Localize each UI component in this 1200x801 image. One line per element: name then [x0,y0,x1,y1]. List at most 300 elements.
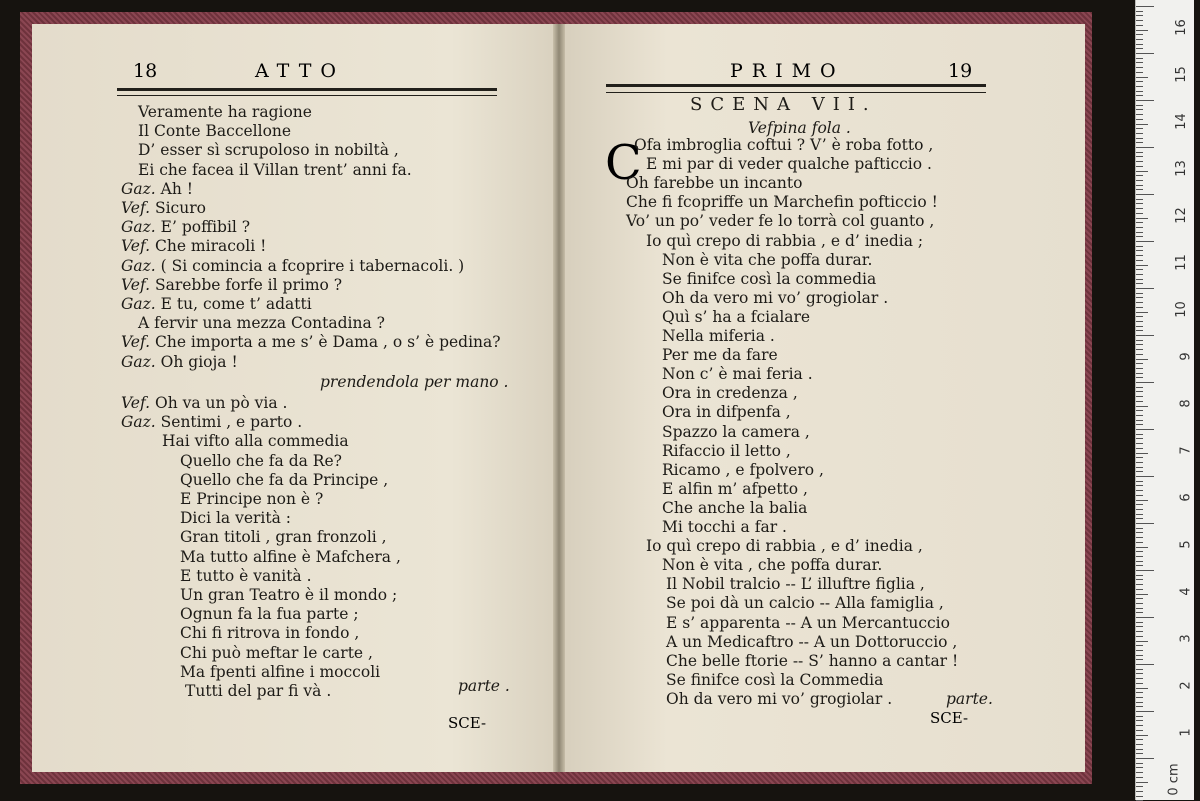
left-verse-line [121,276,342,294]
ruler-label: 7 [1178,446,1194,455]
ruler-tick [1136,669,1143,670]
ruler-tick [1136,53,1154,54]
ruler-tick [1136,382,1154,383]
ruler-tick [1136,767,1143,768]
speaker-label: Vef. [121,237,155,256]
ruler-tick [1136,109,1143,110]
left-exit-direction: parte . [458,677,510,695]
ruler-tick [1136,359,1148,360]
left-verse-line [180,644,373,662]
ruler-tick [1136,739,1143,740]
ruler-tick [1136,203,1143,204]
right-verse-line: Ofa imbroglia coftui ? V’ è roba fotto , [634,136,934,154]
ruler-tick [1136,119,1143,120]
ruler-tick [1136,570,1154,571]
ruler-tick [1136,758,1154,759]
left-verse-line [180,605,359,623]
ruler-label: 2 [1178,681,1194,690]
right-header-rule [606,84,986,87]
ruler-tick [1136,222,1143,223]
ruler-tick [1136,603,1143,604]
ruler-tick [1136,283,1143,284]
verse-text: Gran titoli , gran fronzoli , [180,528,387,547]
verse-text: E Principe non è ? [180,490,324,508]
verse-text: Che importa a me s’ è Dama , o s’ è pedina? [154,333,501,352]
ruler-label: 4 [1178,587,1194,596]
left-page-number: 18 [133,60,158,82]
ruler-tick [1136,128,1143,129]
ruler-tick [1136,481,1143,482]
ruler-label: 1 [1178,728,1194,737]
ruler-tick [1136,218,1148,219]
ruler-tick [1136,189,1143,190]
ruler-tick [1136,523,1154,524]
ruler-tick [1136,537,1143,538]
ruler-tick [1136,161,1143,162]
verse-text: Ei che facea il Villan trent’ anni fa. [138,160,412,179]
verse-text: Sicuro [154,199,206,217]
ruler-tick [1136,626,1143,627]
ruler-tick [1136,443,1143,444]
ruler-tick [1136,297,1143,298]
right-verse-line: Non c’ è mai feria . [662,365,813,384]
ruler-tick [1136,796,1143,797]
ruler-tick [1136,744,1143,745]
ruler-label: 8 [1178,399,1194,408]
speaker-label: Vef. [121,333,155,352]
ruler-tick [1136,171,1148,172]
verse-text: Ah ! [160,179,193,198]
ruler-tick [1136,528,1143,529]
ruler-tick [1136,175,1143,176]
left-verse-line [138,103,312,121]
right-verse-line: E s’ apparenta -- A un Mercantuccio [666,613,950,632]
ruler-tick [1136,48,1143,49]
right-verse-line: Vo’ un po’ veder fe lo torrà col guanto , [626,212,935,231]
right-verse-line: Ora in credenza , [662,384,798,403]
ruler-tick [1136,44,1143,45]
verse-text: ( Si comincia a fcoprire i tabernacoli. ) [160,256,465,275]
ruler-tick [1136,279,1143,280]
ruler-tick [1136,354,1143,355]
ruler-tick [1136,30,1148,31]
ruler-tick [1136,307,1143,308]
ruler-tick [1136,396,1143,397]
ruler-tick [1136,232,1143,233]
ruler-tick [1136,269,1143,270]
ruler-tick [1136,495,1143,496]
ruler-tick [1136,556,1143,557]
ruler-label: 5 [1178,540,1194,549]
left-verse-line [121,237,266,255]
ruler-tick [1136,20,1143,21]
ruler-tick [1136,34,1143,35]
ruler-tick [1136,453,1148,454]
right-verse-line: Mi tocchi a far . [662,518,787,536]
ruler-tick [1136,260,1143,261]
right-verse-line: Nella miferia . [662,327,775,345]
speaker-label: Vef. [121,199,155,217]
right-verse-line: Se finifce così la Commedia [666,670,884,689]
ruler-tick [1136,749,1143,750]
scene-subtitle: Vefpina fola . [748,119,851,137]
right-header-rule-thin [606,92,986,93]
right-verse-line: Oh da vero mi vo’ grogiolar . [662,288,889,307]
ruler-tick [1136,490,1143,491]
ruler-tick [1136,265,1148,266]
ruler-tick [1136,500,1148,501]
ruler-tick [1136,688,1148,689]
left-verse-line [180,490,323,508]
ruler-tick [1136,86,1143,87]
drop-cap: C [605,135,642,191]
ruler-tick [1136,274,1143,275]
ruler-tick [1136,133,1143,134]
ruler-tick [1136,575,1143,576]
speaker-label: Gaz. [121,218,161,237]
ruler-tick [1136,561,1143,562]
left-verse-line [180,624,359,642]
verse-text: Ognun fa la fua parte ; [180,605,359,624]
right-verse-line: Non è vita , che poffa durar. [662,556,883,575]
speaker-label: Gaz. [121,179,161,198]
ruler-tick [1136,340,1143,341]
verse-text: Chi può meftar le carte , [180,643,373,662]
ruler-tick [1136,302,1143,303]
verse-text: Quello che fa da Principe , [180,470,389,489]
ruler-label: 16 [1174,19,1190,36]
right-verse-line: A un Medicaftro -- A un Dottoruccio , [666,632,958,651]
ruler-label: 14 [1174,113,1190,130]
ruler-tick [1136,589,1143,590]
ruler-tick [1136,373,1143,374]
ruler-tick [1136,725,1143,726]
ruler-tick [1136,683,1143,684]
verse-text: E tutto è vanità . [180,566,312,585]
ruler-tick [1136,72,1143,73]
left-header-rule [117,88,497,91]
ruler-label: 3 [1178,634,1194,643]
ruler-tick [1136,702,1143,703]
ruler-tick [1136,598,1143,599]
ruler-tick [1136,594,1148,595]
ruler-tick [1136,542,1143,543]
ruler-tick [1136,415,1143,416]
verse-text: Quello che fa da Re? [180,451,342,470]
ruler-tick [1136,344,1143,345]
ruler-tick [1136,471,1143,472]
ruler-tick [1136,138,1143,139]
ruler-tick [1136,584,1143,585]
ruler-tick [1136,180,1143,181]
verse-text: Dici la verità : [180,509,291,528]
ruler-tick [1136,777,1143,778]
ruler-tick [1136,77,1148,78]
ruler-tick [1136,194,1154,195]
ruler-tick [1136,377,1143,378]
verse-text: E’ poffibil ? [160,218,251,237]
ruler-tick [1136,241,1154,242]
ruler-tick [1136,185,1143,186]
verse-text: Ma tutto alfine è Mafchera , [180,547,401,566]
ruler-tick [1136,678,1143,679]
right-page-number: 19 [948,60,973,82]
ruler-tick [1136,791,1143,792]
ruler-tick [1136,650,1143,651]
verse-text: Sarebbe forfe il primo ? [154,275,343,294]
ruler-tick [1136,288,1154,289]
ruler-tick [1136,156,1143,157]
right-verse-line: Per me da fare [662,346,778,365]
ruler-tick [1136,720,1143,721]
ruler-tick [1136,312,1148,313]
right-verse-line: Oh da vero mi vo’ grogiolar . [666,689,893,708]
left-catchword: SCE- [448,714,487,732]
ruler-tick [1136,579,1143,580]
right-verse-line: Non è vita che poffa durar. [662,250,873,269]
ruler-tick [1136,612,1143,613]
left-verse-line [121,218,250,236]
verse-text: Chi fi ritrova in fondo , [180,624,360,643]
ruler-tick [1136,227,1143,228]
ruler-tick [1136,81,1143,82]
left-verse-line [180,586,397,604]
ruler-tick [1136,664,1154,665]
ruler-label: 6 [1178,493,1194,502]
right-verse-line: Quì s’ ha a fcialare [662,307,811,326]
ruler-tick [1136,631,1143,632]
ruler-tick [1136,363,1143,364]
ruler-tick [1136,142,1143,143]
ruler-tick [1136,147,1154,148]
verse-text: A fervir una mezza Contadina ? [138,314,385,333]
right-verse-line: Se poi dà un calcio -- Alla famiglia , [666,594,944,613]
left-verse-line [180,548,401,566]
ruler-tick [1136,438,1143,439]
verse-text: Oh va un pò via . [154,394,288,412]
measuring-ruler [1135,0,1194,800]
ruler-tick [1136,730,1143,731]
ruler-tick [1136,636,1143,637]
ruler-tick [1136,608,1143,609]
left-verse-line [121,199,206,217]
ruler-tick [1136,62,1143,63]
verse-text: Un gran Teatro è il mondo ; [180,586,398,604]
ruler-tick [1136,782,1148,783]
ruler-tick [1136,67,1143,68]
scene-title: SCENA VII. [690,94,877,115]
ruler-tick [1136,457,1143,458]
ruler-tick [1136,316,1143,317]
verse-text: E tu, come t’ adatti [160,295,312,313]
ruler-tick [1136,655,1143,656]
ruler-label: 11 [1174,254,1190,271]
ruler-tick [1136,645,1143,646]
right-verse-line: Se finifce così la commedia [662,269,877,288]
right-running-head: PRIMO [730,60,845,82]
speaker-label: Gaz. [121,352,161,371]
ruler-tick [1136,255,1143,256]
ruler-tick [1136,514,1143,515]
left-verse-line [138,161,412,179]
left-verse-line [162,432,349,450]
ruler-tick [1136,772,1143,773]
ruler-tick [1136,786,1143,787]
ruler-tick [1136,6,1154,7]
ruler-tick [1136,467,1143,468]
ruler-tick [1136,706,1143,707]
verse-text: Che miracoli ! [154,237,267,256]
ruler-tick [1136,763,1143,764]
left-verse-line [320,373,508,391]
ruler-tick [1136,321,1143,322]
left-verse-line [121,353,238,371]
right-verse-line: Io quì crepo di rabbia , e d’ inedia ; [646,231,924,250]
ruler-label: 12 [1174,207,1190,224]
ruler-tick [1136,485,1143,486]
ruler-tick [1136,91,1143,92]
verse-text: Tutti del par fi và . [185,682,332,700]
ruler-tick [1136,434,1143,435]
left-verse-line [121,257,464,275]
ruler-tick [1136,547,1148,548]
verse-text: Ma fpenti alfine i moccoli [180,662,381,681]
ruler-tick [1136,462,1143,463]
ruler-label: 13 [1174,160,1190,177]
right-verse-line: E alfin m’ afpetto , [662,479,808,498]
speaker-label: Gaz. [121,413,161,432]
ruler-tick [1136,236,1143,237]
right-verse-line: Che anche la balia [662,498,808,517]
ruler-tick [1136,246,1143,247]
ruler-tick [1136,711,1154,712]
ruler-tick [1136,250,1143,251]
right-verse-line: Spazzo la camera , [662,422,810,441]
right-verse-line: Ricamo , e fpolvero , [662,460,824,479]
right-verse-line: E mi par di veder qualche pafticcio . [646,155,932,174]
speaker-label: Gaz. [121,295,161,313]
ruler-label: 15 [1174,66,1190,83]
ruler-tick [1136,673,1143,674]
verse-text: prendendola per mano . [320,372,509,391]
ruler-tick [1136,39,1143,40]
left-verse-line [121,295,312,313]
ruler-tick [1136,410,1143,411]
ruler-tick [1136,208,1143,209]
left-verse-line [180,528,387,546]
ruler-tick [1136,293,1143,294]
ruler-tick [1136,199,1143,200]
ruler-tick [1136,476,1154,477]
ruler-tick [1136,420,1143,421]
ruler-tick [1136,105,1143,106]
left-verse-line [121,180,193,198]
left-verse-line [180,452,342,470]
ruler-tick [1136,391,1143,392]
right-verse-line: Ora in difpenfa , [662,403,791,422]
left-verse-line [180,663,380,681]
left-verse-line [180,567,312,585]
ruler-tick [1136,213,1143,214]
left-verse-line [121,413,302,431]
ruler-tick [1136,735,1148,736]
left-verse-line [138,141,399,159]
ruler-tick [1136,504,1143,505]
ruler-tick [1136,11,1143,12]
ruler-tick [1136,518,1143,519]
ruler-tick [1136,330,1143,331]
verse-text: D’ esser sì scrupoloso in nobiltà , [138,141,399,160]
ruler-tick [1136,124,1148,125]
ruler-tick [1136,387,1143,388]
ruler-tick [1136,622,1143,623]
ruler-tick [1136,406,1148,407]
ruler-label: 9 [1178,352,1194,361]
left-verse-line [180,471,388,489]
verse-text: Oh gioja ! [160,352,238,371]
verse-text: Hai vifto alla commedia [162,432,349,451]
ruler-tick [1136,509,1143,510]
left-verse-line [180,509,291,527]
ruler-tick [1136,401,1143,402]
ruler-tick [1136,25,1143,26]
right-verse-line: Che fi fcopriffe un Marchefin pofticcio ! [626,193,938,212]
ruler-tick [1136,565,1143,566]
ruler-tick [1136,424,1143,425]
ruler-tick [1136,368,1143,369]
ruler-tick [1136,15,1143,16]
verse-text: Il Conte Baccellone [138,122,292,141]
ruler-tick [1136,58,1143,59]
ruler-tick [1136,716,1143,717]
ruler-tick [1136,641,1148,642]
ruler-tick [1136,551,1143,552]
right-verse-line: Io quì crepo di rabbia , e d’ inedia , [646,537,923,556]
ruler-tick [1136,753,1143,754]
ruler-tick [1136,617,1154,618]
left-verse-line [138,122,291,140]
ruler-tick [1136,100,1154,101]
ruler-tick [1136,326,1143,327]
ruler-tick [1136,659,1143,660]
ruler-tick [1136,697,1143,698]
verse-text: Sentimi , e parto . [160,413,303,432]
speaker-label: Gaz. [121,256,161,275]
left-verse-line [121,394,287,412]
right-verse-line: Oh farebbe un incanto [626,174,803,193]
right-catchword: SCE- [930,709,969,727]
ruler-tick [1136,349,1143,350]
right-verse-line: Che belle ftorie -- S’ hanno a cantar ! [666,651,959,670]
right-exit-direction: parte. [946,690,993,708]
left-verse-line [138,314,385,332]
verse-text: Veramente ha ragione [138,103,312,121]
ruler-tick [1136,532,1143,533]
ruler-tick [1136,114,1143,115]
ruler-label: 10 [1174,301,1190,318]
left-verse-line [121,333,501,351]
ruler-label: 0 cm [1166,763,1182,796]
ruler-tick [1136,152,1143,153]
ruler-tick [1136,692,1143,693]
right-verse-line: Rifaccio il letto , [662,441,791,460]
book-gutter [553,24,565,772]
left-verse-line [185,682,331,700]
ruler-tick [1136,166,1143,167]
speaker-label: Vef. [121,275,155,294]
speaker-label: Vef. [121,394,155,412]
ruler-tick [1136,335,1154,336]
